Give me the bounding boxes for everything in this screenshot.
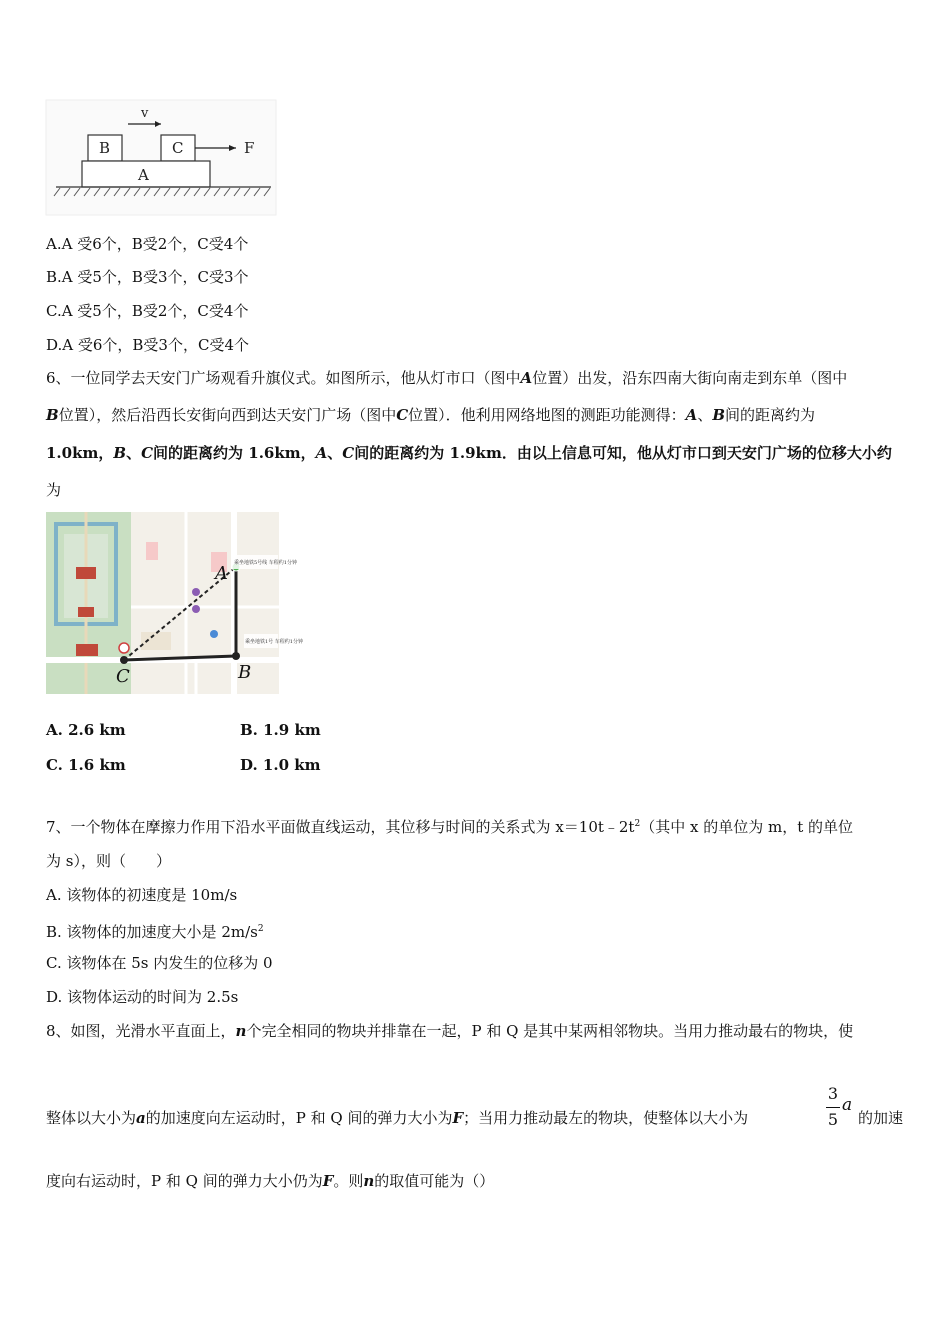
q8-line-2-end: 的加速 bbox=[858, 1109, 904, 1127]
q8-line-3: 度向右运动时，P 和 Q 间的弹力大小仍为F。则n的取值可能为（） bbox=[46, 1172, 495, 1190]
q8-line-1: 8、如图，光滑水平直面上，n个完全相同的物块并排靠在一起，P 和 Q 是其中某两相邻物块。当用力推动最右的物块，使 bbox=[46, 1022, 854, 1040]
q6-line-4: 为 bbox=[46, 481, 62, 499]
block-b-label: B bbox=[99, 139, 111, 157]
q6-option-b: B. 1.9 km bbox=[240, 721, 321, 739]
block-a-label: A bbox=[138, 166, 149, 184]
q6-line-3: 1.0km，B、C间的距离约为 1.6km，A、C间的距离约为 1.9km．由以上信息可知，他从灯市口到天安门广场的位移大小约 bbox=[46, 444, 892, 462]
q6-option-d: D. 1.0 km bbox=[240, 756, 321, 774]
map-label-a: 乘坐地铁5号线 车程约1分钟 bbox=[234, 560, 297, 566]
q6-option-c: C. 1.6 km bbox=[46, 756, 126, 774]
q7-option-b: B. 该物体的加速度大小是 $2m/s^2$ bbox=[46, 923, 264, 941]
q6-option-a: A. 2.6 km bbox=[46, 721, 126, 739]
blocks-figure bbox=[46, 100, 276, 215]
map-point-b: B bbox=[238, 662, 252, 683]
map-label-b: 乘坐地铁1号 车程约1分钟 bbox=[245, 639, 303, 645]
q5-option-c: C.A 受5个，B受2个，C受4个 bbox=[46, 302, 249, 320]
map-point-c: C bbox=[116, 666, 130, 687]
q5-option-d: D.A 受6个，B受3个，C受4个 bbox=[46, 336, 249, 354]
q6-line-2: B位置），然后沿西长安街向西到达天安门广场（图中C位置）．他利用网络地图的测距功能测得：A、B间的距离约为 bbox=[46, 406, 816, 424]
fraction-numerator: 3 bbox=[827, 1084, 839, 1103]
fraction-denominator: 5 bbox=[827, 1110, 839, 1129]
velocity-label: v bbox=[141, 106, 149, 121]
q5-option-a: A.A 受6个，B受2个，C受4个 bbox=[46, 235, 249, 253]
map-figure bbox=[46, 512, 303, 694]
q6-line-1: 6、一位同学去天安门广场观看升旗仪式。如图所示，他从灯市口（图中A位置）出发，沿东四南大街向南走到东单（图中 bbox=[46, 369, 848, 387]
q8-line-2: 整体以大小为a的加速度向左运动时，P 和 Q 间的弹力大小为F；当用力推动最左的物块，使整体以大小为 bbox=[46, 1109, 749, 1127]
block-c-label: C bbox=[172, 139, 184, 157]
q7-option-c: C. 该物体在 5s 内发生的位移为 0 bbox=[46, 954, 273, 972]
q7-option-a: A. 该物体的初速度是 10m/s bbox=[46, 886, 238, 904]
fraction-bar bbox=[826, 1107, 840, 1108]
q7-line-2: 为 s），则（ ） bbox=[46, 852, 171, 870]
map-point-a: A bbox=[215, 563, 228, 584]
q5-option-b: B.A 受5个，B受3个，C受3个 bbox=[46, 268, 249, 286]
force-label: F bbox=[244, 139, 255, 157]
q7-line-1: 7、一个物体在摩擦力作用下沿水平面做直线运动，其位移与时间的关系式为 $x=10t﹣2t^2$（其中 x 的单位为 m，t 的单位 bbox=[46, 818, 853, 836]
q7-option-d: D. 该物体运动的时间为 2.5s bbox=[46, 988, 239, 1006]
fraction-variable: a bbox=[842, 1095, 853, 1115]
